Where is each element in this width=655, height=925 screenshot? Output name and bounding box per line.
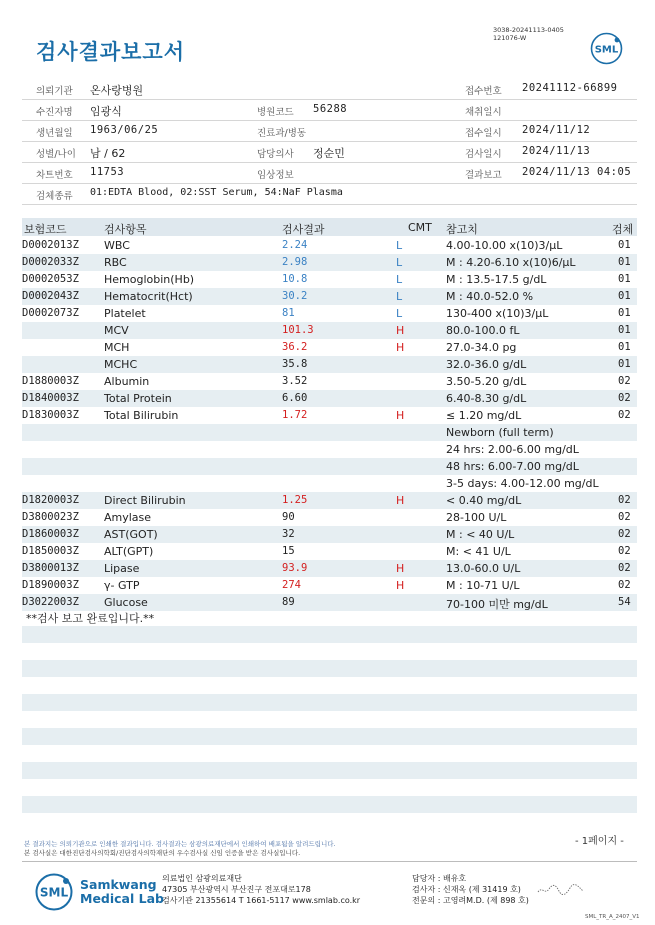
dept-label: 진료과/병동 [257,128,307,139]
cell-specimen: 02 [618,511,631,523]
cell-code: D3800013Z [22,562,79,574]
cell-reference: 80.0-100.0 fL [446,324,520,337]
footer-divider [22,861,637,862]
cell-specimen: 01 [618,290,631,302]
receipt-no-label: 접수번호 [465,86,502,97]
footer-address: 47305 부산광역시 부산진구 전포대로178 [162,885,311,894]
cell-specimen: 01 [618,358,631,370]
cell-code: D0002013Z [22,239,79,251]
cell-test-name: Amylase [104,511,152,524]
table-row [22,356,637,373]
name-value: 임광식 [90,105,122,118]
page-title: 검사결과보고서 [36,40,186,64]
document-id-line-1: 3038-20241113-0405 [493,26,564,34]
table-row [22,373,637,390]
name-label: 수진자명 [36,107,73,118]
cell-specimen: 01 [618,324,631,336]
cell-specimen: 01 [618,239,631,251]
sml-logo-text: SML [594,44,619,56]
cell-test-name: Hematocrit(Hct) [104,290,193,303]
empty-row [22,660,637,677]
table-row [22,407,637,424]
cell-code: D0002033Z [22,256,79,268]
cell-code: D3022003Z [22,596,79,608]
report-date-label: 결과보고 [465,170,502,181]
table-row [22,271,637,288]
footer-brand-line-1: Samkwang [80,877,157,892]
cell-reference: M: < 41 U/L [446,545,511,558]
footer-contact: 검사기관 21355614 T 1661-5117 www.smlab.co.kr [162,896,361,905]
empty-row [22,796,637,813]
footer-address-block [162,873,360,906]
collection-date-label: 채취일시 [465,107,502,118]
cell-reference: 130-400 x(10)3/μL [446,307,549,320]
cell-test-name: Hemoglobin(Hb) [104,273,195,286]
receipt-no-value: 20241112-66899 [522,82,618,94]
cell-cmt-flag: L [396,290,403,303]
cell-reference: 27.0-34.0 pg [446,341,517,354]
info-row-6 [22,184,637,205]
cell-cmt-flag: L [396,256,403,269]
info-row-3 [22,121,637,142]
empty-row [22,694,637,711]
cell-code: D3800023Z [22,511,79,523]
cell-test-name: Lipase [104,562,140,575]
table-row [22,509,637,526]
table-row [22,526,637,543]
results-table-header [22,218,637,236]
cell-specimen: 01 [618,307,631,319]
signature-icon [536,882,586,898]
cell-test-name: Albumin [104,375,150,388]
header-ref: 참고치 [446,223,478,236]
page-number: - 1페이지 - [575,836,624,847]
cell-result: 93.9 [282,562,308,574]
cell-reference: 28-100 U/L [446,511,507,524]
table-row [22,543,637,560]
cell-result: 2.24 [282,239,308,251]
cell-result: 35.8 [282,358,308,370]
chart-no-value: 11753 [90,166,125,178]
document-id [493,26,564,42]
cell-code: D1860003Z [22,528,79,540]
cell-test-name: γ- GTP [104,579,140,592]
table-row [22,560,637,577]
cell-specimen: 02 [618,562,631,574]
chart-no-label: 차트번호 [36,170,73,181]
specimen-value: 01:EDTA Blood, 02:SST Serum, 54:NaF Plasma [90,187,343,198]
cell-reference: 24 hrs: 2.00-6.00 mg/dL [446,443,579,456]
cell-cmt-flag: H [396,341,405,354]
cell-cmt-flag: H [396,324,405,337]
cell-reference: 6.40-8.30 g/dL [446,392,527,405]
document-id-line-2: 121076-W [493,34,527,42]
info-row-2 [22,100,637,121]
cell-test-name: Total Bilirubin [104,409,179,422]
cell-code: D1880003Z [22,375,79,387]
footer-staff-block [412,873,529,906]
cell-test-name: Glucose [104,596,148,609]
cell-test-name: Total Protein [104,392,172,405]
cell-cmt-flag: H [396,409,405,422]
cell-result: 30.2 [282,290,308,302]
cell-test-name: AST(GOT) [104,528,158,541]
birth-label: 생년월일 [36,128,73,139]
table-row [22,254,637,271]
header-result: 검사결과 [282,223,325,236]
test-date-value: 2024/11/13 [522,145,591,157]
cell-code: D1820003Z [22,494,79,506]
cell-reference: 32.0-36.0 g/dL [446,358,527,371]
cell-result: 101.3 [282,324,314,336]
footer-notice-2: 본 검사실은 대한진단검사의학회/진단검사의학재단의 우수검사실 신임 인증을 받은 검사실입니다. [24,849,301,857]
footer-brand-line-2: Medical Lab [80,891,164,906]
cell-result: 36.2 [282,341,308,353]
form-code: SML_TR_A_2407_V1 [585,914,640,920]
cell-code: D0002043Z [22,290,79,302]
sex-age-value: 남 / 62 [90,147,126,160]
table-row [22,305,637,322]
cell-code: D1850003Z [22,545,79,557]
cell-code: D0002053Z [22,273,79,285]
table-row [22,424,637,441]
cell-specimen: 01 [618,341,631,353]
cell-specimen: 01 [618,256,631,268]
table-row [22,339,637,356]
cell-reference: 70-100 미만 mg/dL [446,598,548,611]
cell-reference: M : 10-71 U/L [446,579,520,592]
info-row-4 [22,142,637,163]
cell-cmt-flag: L [396,307,403,320]
sml-logo-icon [590,32,623,65]
empty-row [22,626,637,643]
table-row [22,237,637,254]
cell-specimen: 02 [618,392,631,404]
cell-code: D1890003Z [22,579,79,591]
cell-specimen: 54 [618,596,631,608]
footer-notice-1: 본 결과지는 의뢰기관으로 인쇄한 결과입니다. 검사결과는 삼광의료재단에서 인쇄하여 배포됨을 알려드립니다. [24,840,336,848]
table-row [22,594,637,611]
cell-cmt-flag: L [396,273,403,286]
cell-result: 81 [282,307,295,319]
cell-reference: 3-5 days: 4.00-12.00 mg/dL [446,477,599,490]
cell-result: 6.60 [282,392,308,404]
cell-result: 32 [282,528,295,540]
sex-age-label: 성별/나이 [36,149,76,160]
header-cmt: CMT [408,221,432,234]
cell-reference: 4.00-10.00 x(10)3/μL [446,239,563,252]
cell-reference: ≤ 1.20 mg/dL [446,409,522,422]
header-spec: 검체 [612,223,634,236]
cell-specimen: 02 [618,545,631,557]
cell-test-name: MCV [104,324,129,337]
cell-result: 3.52 [282,375,308,387]
empty-row [22,728,637,745]
cell-result: 15 [282,545,295,557]
cell-specimen: 02 [618,494,631,506]
cell-specimen: 02 [618,528,631,540]
cell-reference: M : 4.20-6.10 x(10)6/μL [446,256,576,269]
footer-sml-logo-icon [34,872,74,912]
table-row [22,577,637,594]
report-date-value: 2024/11/13 04:05 [522,166,632,178]
birth-value: 1963/06/25 [90,124,159,136]
report-complete-note: **검사 보고 완료입니다.** [26,612,155,625]
cell-reference: 13.0-60.0 U/L [446,562,521,575]
cell-cmt-flag: H [396,579,405,592]
table-row [22,322,637,339]
cell-cmt-flag: L [396,239,403,252]
cell-test-name: WBC [104,239,130,252]
doctor-label: 담당의사 [257,149,294,160]
hospital-code-label: 병원코드 [257,107,294,118]
table-row [22,390,637,407]
receipt-date-label: 접수일시 [465,128,502,139]
specimen-label: 검체종류 [36,191,73,202]
cell-reference: < 0.40 mg/dL [446,494,522,507]
doctor-value: 정순민 [313,147,345,160]
cell-result: 10.8 [282,273,308,285]
cell-specimen: 02 [618,409,631,421]
footer-brand [80,878,164,906]
cell-test-name: RBC [104,256,127,269]
cell-test-name: Direct Bilirubin [104,494,186,507]
test-date-label: 검사일시 [465,149,502,160]
cell-reference: 48 hrs: 6.00-7.00 mg/dL [446,460,579,473]
table-row [22,458,637,475]
footer-logo-text: SML [39,885,69,900]
cell-cmt-flag: H [396,494,405,507]
cell-result: 89 [282,596,295,608]
table-row [22,288,637,305]
table-row [22,441,637,458]
cell-result: 90 [282,511,295,523]
table-row [22,475,637,492]
clinical-label: 임상정보 [257,170,294,181]
empty-row [22,762,637,779]
footer-staff-tester: 검사자 : 신재옥 (제 31419 호) [412,885,521,894]
cell-code: D1830003Z [22,409,79,421]
table-row [22,492,637,509]
institution-value: 온사랑병원 [90,84,144,97]
cell-reference: M : < 40 U/L [446,528,515,541]
footer-org: 의료법인 삼광의료재단 [162,874,242,883]
header-name: 검사항목 [104,223,147,236]
cell-reference: 3.50-5.20 g/dL [446,375,527,388]
cell-specimen: 02 [618,579,631,591]
header-code: 보험코드 [24,223,67,236]
cell-specimen: 01 [618,273,631,285]
footer-staff-manager: 담당자 : 배유호 [412,874,467,883]
info-row-5 [22,163,637,184]
cell-result: 1.72 [282,409,308,421]
institution-label: 의뢰기관 [36,86,73,97]
cell-code: D1840003Z [22,392,79,404]
cell-reference: Newborn (full term) [446,426,554,439]
cell-result: 1.25 [282,494,308,506]
info-row-1 [22,79,637,100]
cell-cmt-flag: H [396,562,405,575]
cell-reference: M : 13.5-17.5 g/dL [446,273,547,286]
footer-staff-specialist: 전문의 : 고영려M.D. (제 898 호) [412,896,529,905]
cell-test-name: MCHC [104,358,138,371]
cell-test-name: ALT(GPT) [104,545,154,558]
cell-test-name: Platelet [104,307,146,320]
cell-code: D0002073Z [22,307,79,319]
cell-reference: M : 40.0-52.0 % [446,290,534,303]
receipt-date-value: 2024/11/12 [522,124,591,136]
hospital-code-value: 56288 [313,103,348,115]
cell-result: 2.98 [282,256,308,268]
cell-test-name: MCH [104,341,130,354]
cell-specimen: 02 [618,375,631,387]
cell-result: 274 [282,579,301,591]
